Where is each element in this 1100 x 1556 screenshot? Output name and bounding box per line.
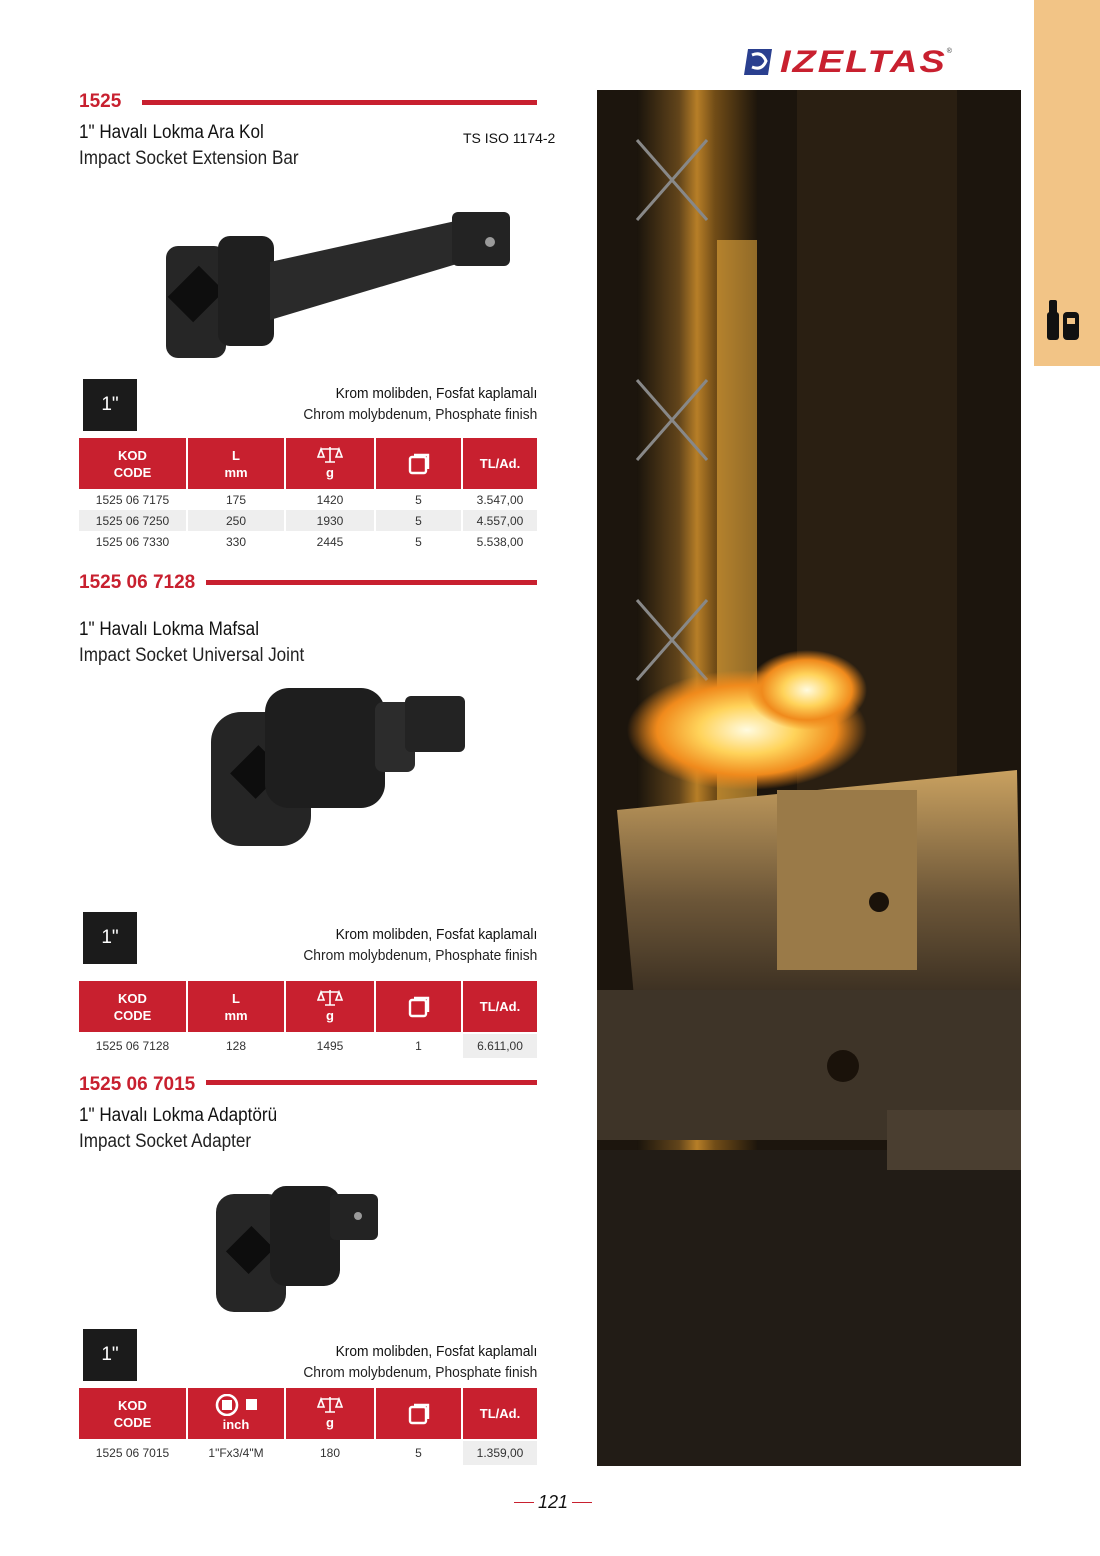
col-drive: inch — [188, 1388, 286, 1439]
cell-drive: 1"Fx3/4"M — [188, 1441, 286, 1465]
cell-price: 3.547,00 — [476, 492, 524, 507]
section-code: 1525 06 7128 — [79, 572, 196, 593]
size-badge: 1" — [83, 912, 137, 964]
cell-price: 4.557,00 — [463, 510, 537, 531]
scale-icon — [317, 1396, 343, 1414]
col-price: TL/Ad. — [463, 981, 537, 1032]
extension-bar-image — [160, 200, 520, 365]
product-title-tr: 1" Havalı Lokma Ara Kol — [79, 122, 264, 143]
cell-code: 1525 06 7330 — [79, 531, 188, 552]
cell-length: 330 — [188, 531, 286, 552]
finish-en: Chrom molybdenum, Phosphate finish — [303, 406, 537, 423]
registered-mark: ® — [946, 48, 952, 55]
cell-weight: 1930 — [286, 510, 376, 531]
col-length: L mm — [188, 438, 286, 489]
brand-logo — [742, 44, 952, 80]
cell-length: 250 — [188, 510, 286, 531]
cell-box: 5 — [376, 510, 463, 531]
table-row — [79, 1034, 537, 1058]
socket-adapter-image — [210, 1180, 390, 1315]
section-code: 1525 — [79, 91, 122, 112]
product-title-en: Impact Socket Universal Joint — [79, 645, 305, 666]
page-number — [514, 1492, 592, 1513]
table-row — [79, 531, 537, 552]
col-code: KOD CODE — [79, 1388, 188, 1439]
cell-length: 128 — [188, 1034, 286, 1058]
col-code: KOD CODE — [79, 438, 188, 489]
table-header — [79, 438, 537, 489]
page-dash-left — [514, 1502, 534, 1503]
size-badge: 1" — [83, 1329, 137, 1381]
col-price: TL/Ad. — [463, 1388, 537, 1439]
scale-icon — [317, 989, 343, 1007]
table-row — [79, 510, 537, 531]
col-weight: g — [286, 438, 376, 489]
finish-note — [303, 383, 537, 425]
socket-category-icon — [1046, 300, 1082, 342]
section-rule — [206, 580, 537, 585]
cell-length: 175 — [188, 489, 286, 510]
cell-box: 5 — [376, 489, 463, 510]
cell-weight: 1420 — [286, 489, 376, 510]
product-title-tr: 1" Havalı Lokma Mafsal — [79, 619, 259, 640]
col-length: L mm — [188, 981, 286, 1032]
col-price: TL/Ad. — [463, 438, 537, 489]
cell-box: 5 — [376, 531, 463, 552]
col-box-qty — [376, 981, 463, 1032]
scale-icon — [317, 446, 343, 464]
section-rule — [142, 100, 537, 105]
table-header — [79, 981, 537, 1032]
col-weight: g — [286, 981, 376, 1032]
box-icon — [408, 1403, 430, 1425]
cell-weight: 1495 — [286, 1034, 376, 1058]
cell-weight: 2445 — [286, 531, 376, 552]
brand-mark-icon — [742, 47, 774, 77]
cell-code: 1525 06 7015 — [79, 1441, 188, 1465]
cell-box: 5 — [376, 1441, 463, 1465]
table-row — [79, 1441, 537, 1465]
col-box-qty — [376, 1388, 463, 1439]
section-rule — [206, 1080, 537, 1085]
cell-price: 5.538,00 — [476, 534, 524, 549]
box-icon — [408, 453, 430, 475]
page-dash-right — [572, 1502, 592, 1503]
drive-square-icon — [213, 1394, 259, 1416]
finish-tr: Krom molibden, Fosfat kaplamalı — [335, 385, 537, 402]
finish-note — [303, 1341, 537, 1383]
cell-weight: 180 — [286, 1441, 376, 1465]
product-title-tr: 1" Havalı Lokma Adaptörü — [79, 1105, 278, 1126]
box-icon — [408, 996, 430, 1018]
cell-code: 1525 06 7175 — [79, 489, 188, 510]
table-header — [79, 1388, 537, 1439]
standard-label: TS ISO 1174-2 — [463, 130, 556, 146]
section-code: 1525 06 7015 — [79, 1074, 196, 1095]
product-title-en: Impact Socket Adapter — [79, 1131, 252, 1152]
col-code: KOD CODE — [79, 981, 188, 1032]
cell-box: 1 — [376, 1034, 463, 1058]
col-weight: g — [286, 1388, 376, 1439]
finish-tr: Krom molibden, Fosfat kaplamalı — [335, 926, 537, 943]
cell-price: 1.359,00 — [463, 1441, 537, 1465]
brand-name: IZELTAS — [780, 44, 947, 80]
size-badge: 1" — [83, 379, 137, 431]
cell-code: 1525 06 7128 — [79, 1034, 188, 1058]
cell-code: 1525 06 7250 — [79, 510, 188, 531]
universal-joint-image — [205, 682, 475, 852]
col-box-qty — [376, 438, 463, 489]
table-row — [79, 489, 537, 510]
cell-price: 6.611,00 — [463, 1034, 537, 1058]
finish-en: Chrom molybdenum, Phosphate finish — [303, 947, 537, 964]
forge-photo — [597, 90, 1021, 1466]
page-number-text: 121 — [538, 1492, 569, 1512]
finish-en: Chrom molybdenum, Phosphate finish — [303, 1364, 537, 1381]
product-title-en: Impact Socket Extension Bar — [79, 148, 299, 169]
finish-tr: Krom molibden, Fosfat kaplamalı — [335, 1343, 537, 1360]
finish-note — [303, 924, 537, 966]
